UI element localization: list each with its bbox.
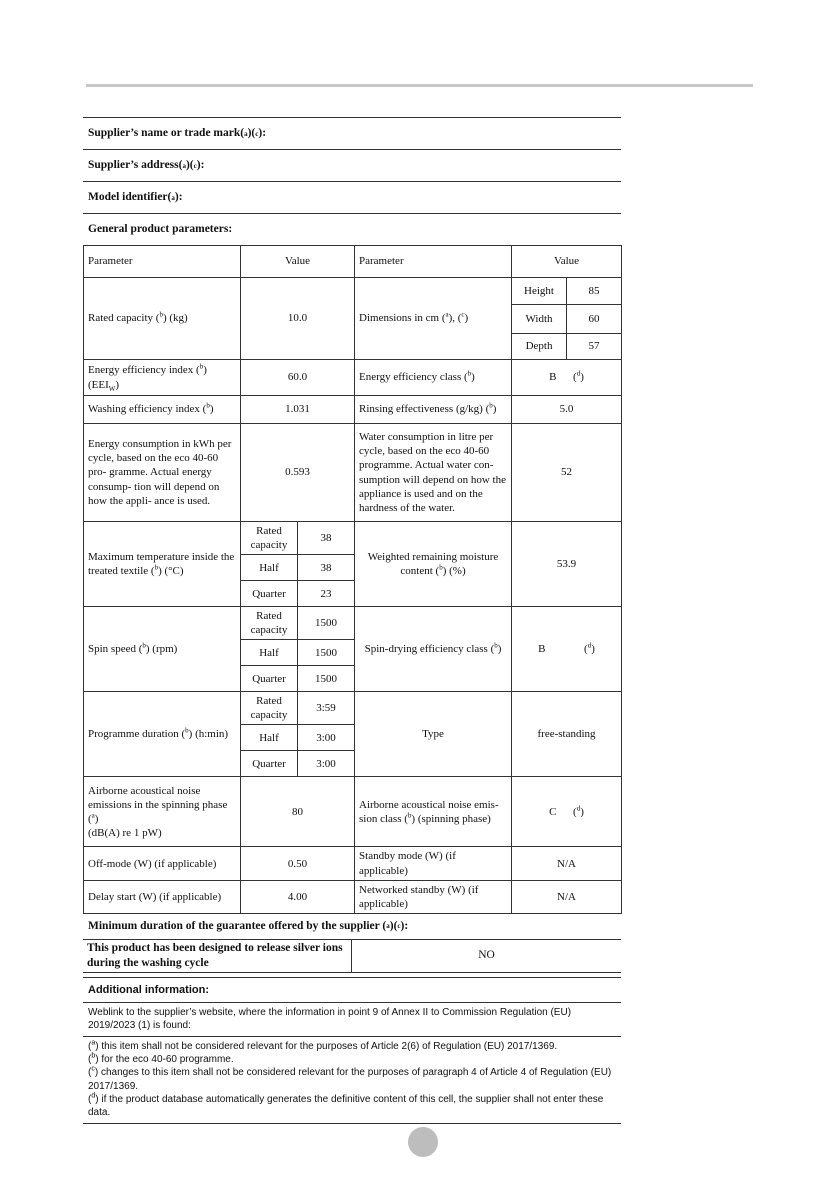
spin-speed-rated-label: Rated capacity	[241, 607, 298, 640]
type-value: free-standing	[512, 692, 622, 777]
value-col-header-2: Value	[512, 246, 622, 278]
water-consumption-value: 52	[512, 424, 622, 522]
width-value: 60	[567, 305, 622, 334]
noise-class-value: C ($^d$)	[512, 777, 622, 847]
spin-speed-quarter-value: 1500	[298, 666, 355, 692]
value-col-header: Value	[241, 246, 355, 278]
spin-speed-quarter-label: Quarter	[241, 666, 298, 692]
duration-rated-value: 3:59	[298, 692, 355, 725]
max-temp-rated-label: Rated capacity	[241, 522, 298, 555]
footnote-a: ($^a$) this item shall not be considered relevant for the purposes of Article 2(6) of Regulation (EU) 2017/1369.	[88, 1039, 558, 1052]
noise-value: 80	[241, 777, 355, 847]
table-row	[84, 522, 622, 555]
table-row	[84, 777, 622, 847]
water-consumption-label: Water consumption in litre per cycle, based on the eco 40-60 programme. Actual water con- sumption will depend on how the appliance is used and on the hardness of the water.	[355, 424, 512, 522]
param-col-header: Parameter	[84, 246, 241, 278]
duration-half-value: 3:00	[298, 725, 355, 751]
duration-rated-label: Rated capacity	[241, 692, 298, 725]
footnote-b: ($^b$) for the eco 40-60 programme.	[88, 1052, 234, 1066]
duration-label: Programme duration ($^b$) (h:min)	[84, 692, 241, 777]
spin-class-value: B ($^d$)	[512, 607, 622, 692]
table-row	[84, 278, 622, 305]
delay-start-value: 4.00	[241, 880, 355, 913]
silver-ions-label: This product has been designed to release silver ions during the washing cycle	[83, 940, 352, 972]
table-row	[84, 692, 622, 725]
moisture-value: 53.9	[512, 522, 622, 607]
off-mode-label: Off-mode (W) (if applicable)	[84, 847, 241, 880]
model-identifier-row: Model identifier( a ):	[83, 181, 621, 213]
standby-value: N/A	[512, 847, 622, 880]
dimensions-label: Dimensions in cm ($^a$), ($^c$)	[355, 278, 512, 360]
duration-half-label: Half	[241, 725, 298, 751]
table-row	[84, 396, 622, 424]
table-row	[84, 880, 622, 913]
depth-label: Depth	[512, 334, 567, 360]
general-params-row: General product parameters:	[83, 213, 621, 245]
width-label: Width	[512, 305, 567, 334]
energy-consumption-label: Energy consumption in kWh per cycle, based on the eco 40-60 pro- gramme. Actual energy consump- tion will depend on how the appli- ance is used.	[84, 424, 241, 522]
weblink-text: Weblink to the supplier’s website, where the information in point 9 of Annex II to Commission Regulation (EU) 2019/2023 (1) is found:	[83, 1003, 621, 1037]
supplier-address-row: Supplier’s address( a )( c ):	[83, 149, 621, 181]
guarantee-row: Minimum duration of the guarantee offered by the supplier ( a )( c ):	[88, 919, 409, 932]
product-information-sheet	[83, 117, 621, 1124]
eei-label: Energy efficiency index ($^b$) $(EEI_W)$	[84, 360, 241, 396]
spin-speed-half-value: 1500	[298, 640, 355, 666]
table-row	[84, 360, 622, 396]
depth-value: 57	[567, 334, 622, 360]
table-row	[84, 607, 622, 640]
supplier-name-row: Supplier’s name or trade mark( a )( c ):	[83, 117, 621, 149]
max-temp-label: Maximum temperature inside the treated textile ($^b$) (°C)	[84, 522, 241, 607]
rated-capacity-value: 10.0	[241, 278, 355, 360]
table-header-row	[84, 246, 622, 278]
networked-standby-value: N/A	[512, 880, 622, 913]
rinsing-value: 5.0	[512, 396, 622, 424]
silver-ions-value: NO	[478, 949, 495, 962]
max-temp-half-value: 38	[298, 555, 355, 581]
max-temp-half-label: Half	[241, 555, 298, 581]
duration-quarter-value: 3:00	[298, 751, 355, 777]
silver-ions-row	[83, 939, 621, 973]
energy-class-label: Energy efficiency class ($^b$)	[355, 360, 512, 396]
height-value: 85	[567, 278, 622, 305]
eei-value: 60.0	[241, 360, 355, 396]
off-mode-value: 0.50	[241, 847, 355, 880]
max-temp-quarter-value: 23	[298, 581, 355, 607]
noise-label: Airborne acoustical noise emissions in the spinning phase ($^a$) (dB(A) re 1 pW)	[84, 777, 241, 847]
rinsing-label: Rinsing effectiveness (g/kg) ($^b$)	[355, 396, 512, 424]
moisture-label: Weighted remaining moisture content ($^b$) (%)	[355, 522, 512, 607]
standby-label: Standby mode (W) (if applicable)	[355, 847, 512, 880]
max-temp-rated-value: 38	[298, 522, 355, 555]
spin-class-label: Spin-drying efficiency class ($^b$)	[355, 607, 512, 692]
duration-quarter-label: Quarter	[241, 751, 298, 777]
max-temp-quarter-label: Quarter	[241, 581, 298, 607]
networked-standby-label: Networked standby (W) (if applicable)	[355, 880, 512, 913]
footnotes	[83, 1037, 621, 1124]
spin-speed-half-label: Half	[241, 640, 298, 666]
washing-efficiency-label: Washing efficiency index ($^b$)	[84, 396, 241, 424]
energy-class-value: B ($^d$)	[512, 360, 622, 396]
washing-efficiency-value: 1.031	[241, 396, 355, 424]
footnote-d: ($^d$) if the product database automatically generates the definitive content of this cell, the supplier shall not enter these data.	[88, 1092, 604, 1119]
param-col-header-2: Parameter	[355, 246, 512, 278]
noise-class-label: Airborne acoustical noise emis- sion class ($^b$) (spinning phase)	[355, 777, 512, 847]
height-label: Height	[512, 278, 567, 305]
table-row	[84, 424, 622, 522]
delay-start-label: Delay start (W) (if applicable)	[84, 880, 241, 913]
page-number-circle	[408, 1127, 438, 1157]
top-rule	[86, 84, 753, 87]
spin-speed-label: Spin speed ($^b$) (rpm)	[84, 607, 241, 692]
rated-capacity-label: Rated capacity ($^b$) (kg)	[84, 278, 241, 360]
energy-consumption-value: 0.593	[241, 424, 355, 522]
parameters-table	[83, 245, 622, 914]
additional-info-heading: Additional information:	[83, 977, 621, 1003]
spin-speed-rated-value: 1500	[298, 607, 355, 640]
table-row	[84, 847, 622, 880]
footnote-c: ($^c$) changes to this item shall not be considered relevant for the purposes of paragraph 4 of Article 4 of Regulation (EU) 2017/1369.	[88, 1066, 612, 1092]
type-label: Type	[355, 692, 512, 777]
